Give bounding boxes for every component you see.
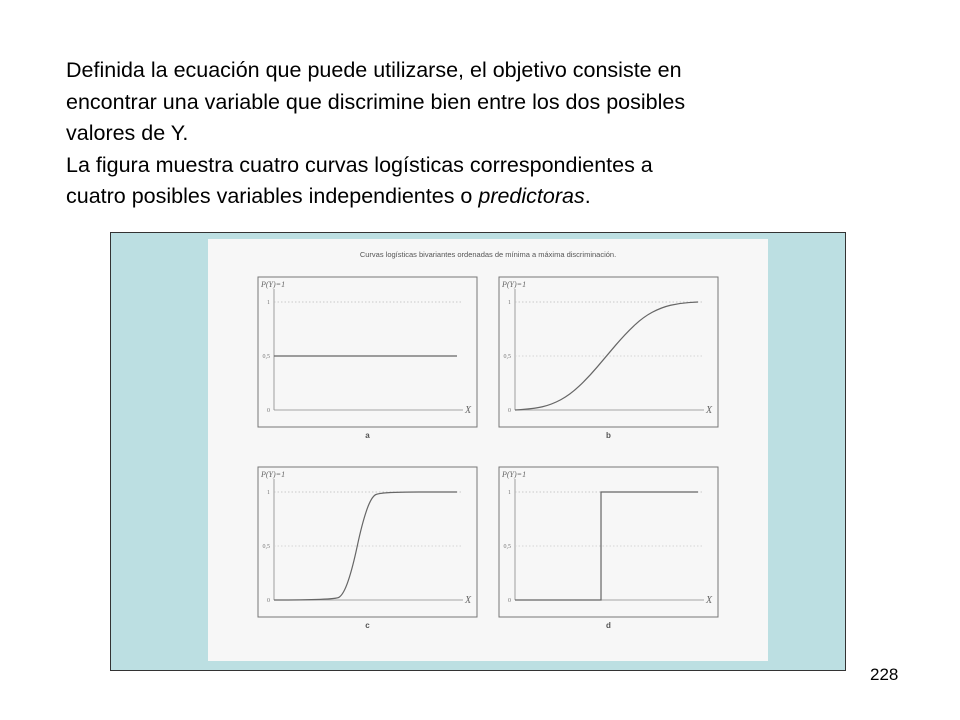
text-line-5-suffix: .: [584, 184, 591, 208]
figure-title: Curvas logísticas bivariantes ordenadas de mínima a máxima discriminación.: [359, 250, 617, 259]
predictoras-italic: predictoras: [478, 184, 585, 208]
panel-a: [258, 277, 477, 440]
y-tick-label: 0: [267, 598, 270, 604]
x-axis-label: X: [706, 405, 713, 416]
panel-label-a: a: [365, 431, 370, 440]
y-tick-label: 0,5: [503, 354, 511, 360]
text-line-5: [66, 181, 866, 213]
panel-label-d: d: [606, 621, 611, 630]
y-tick-label: 1: [267, 300, 270, 306]
panel-border: [499, 277, 718, 427]
y-tick-label: 0: [508, 598, 511, 604]
panel-border: [499, 467, 718, 617]
text-line-3: valores de Y.: [66, 121, 189, 145]
page-number: 228: [870, 665, 899, 684]
y-axis-label: P(Y)=1: [261, 280, 286, 289]
y-tick-label: 0,5: [262, 354, 270, 360]
logistic-curve-b: [515, 302, 698, 410]
x-axis-label: X: [706, 595, 713, 606]
y-tick-label: 0,5: [503, 544, 511, 550]
y-tick-label: 1: [508, 490, 511, 496]
y-tick-label: 0: [508, 408, 511, 414]
panel-b: [499, 277, 718, 440]
y-tick-label: 1: [508, 300, 511, 306]
y-tick-label: 1: [267, 490, 270, 496]
y-axis-label: P(Y)=1: [261, 470, 286, 479]
panel-label-b: b: [606, 431, 611, 440]
text-line-1: Definida la ecuación que puede utilizarse, el objetivo consiste en: [66, 58, 682, 82]
slide-body-text: [66, 55, 866, 213]
panel-c: [258, 467, 477, 630]
text-line-4: La figura muestra cuatro curvas logísticas correspondientes a: [66, 152, 653, 177]
y-axis-label: P(Y)=1: [502, 470, 527, 479]
figure-paper: [208, 239, 768, 661]
logistic-curves-figure: [208, 239, 768, 661]
x-axis-label: X: [465, 595, 472, 606]
x-axis-label: X: [465, 405, 472, 416]
y-tick-label: 0,5: [262, 544, 270, 550]
panel-d: [499, 467, 718, 630]
text-line-2: encontrar una variable que discrimine bien entre los dos posibles: [66, 89, 686, 114]
panel-border: [258, 467, 477, 617]
figure-frame: [110, 232, 846, 671]
y-axis-label: P(Y)=1: [502, 280, 527, 289]
y-tick-label: 0: [267, 408, 270, 414]
panel-border: [258, 277, 477, 427]
text-line-5-prefix: cuatro posibles variables independientes o: [66, 184, 479, 208]
panel-label-c: c: [365, 621, 370, 630]
